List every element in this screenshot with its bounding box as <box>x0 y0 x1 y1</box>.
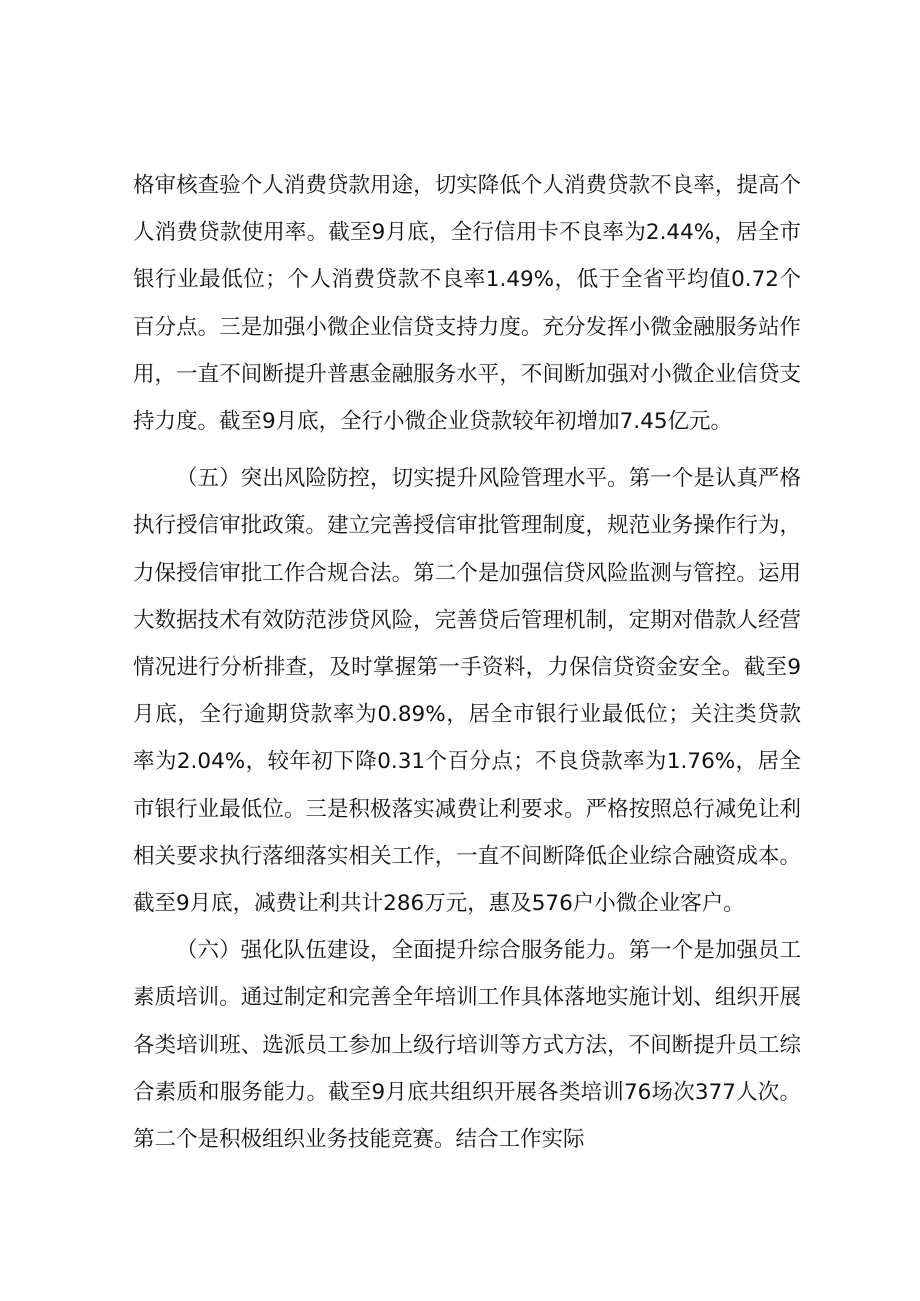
document-body <box>133 162 801 1163</box>
paragraph-risk-control: （五）突出风险防控，切实提升风险管理水平。第一个是认真严格执行授信审批政策。建立完善授信审批管理制度，规范业务操作行为，力保授信审批工作合规合法。第二个是加强信贷风险监测与管控。运用大数据技术有效防范涉贷风险，完善贷后管理机制，定期对借款人经营情况进行分析排查，及时掌握第一手资料，力保信贷资金安全。截至9月底，全行逾期贷款率为0.89%，居全市银行业最低位；关注类贷款率为2.04%，较年初下降0.31个百分点；不良贷款率为1.76%，居全市银行业最低位。三是积极落实减费让利要求。严格按照总行减免让利相关要求执行落细落实相关工作，一直不间断降低企业综合融资成本。截至9月底，减费让利共计286万元，惠及576户小微企业客户。 <box>133 466 801 917</box>
paragraph-gap <box>133 445 801 455</box>
paragraph-consumer-loans: 格审核查验个人消费贷款用途，切实降低个人消费贷款不良率，提高个人消费贷款使用率。截至9月底，全行信用卡不良率为2.44%，居全市银行业最低位；个人消费贷款不良率1.49%，低于全省平均值0.72个百分点。三是加强小微企业信贷支持力度。充分发挥小微金融服务站作用，一直不间断提升普惠金融服务水平，不间断加强对小微企业信贷支持力度。截至9月底，全行小微企业贷款较年初增加7.45亿元。 <box>133 173 801 435</box>
paragraph-team-building: （六）强化队伍建设，全面提升综合服务能力。第一个是加强员工素质培训。通过制定和完善全年培训工作具体落地实施计划、组织开展各类培训班、选派员工参加上级行培训等方式方法，不间断提升员工综合素质和服务能力。截至9月底共组织开展各类培训76场次377人次。第二个是积极组织业务技能竞赛。结合工作实际 <box>133 938 801 1153</box>
